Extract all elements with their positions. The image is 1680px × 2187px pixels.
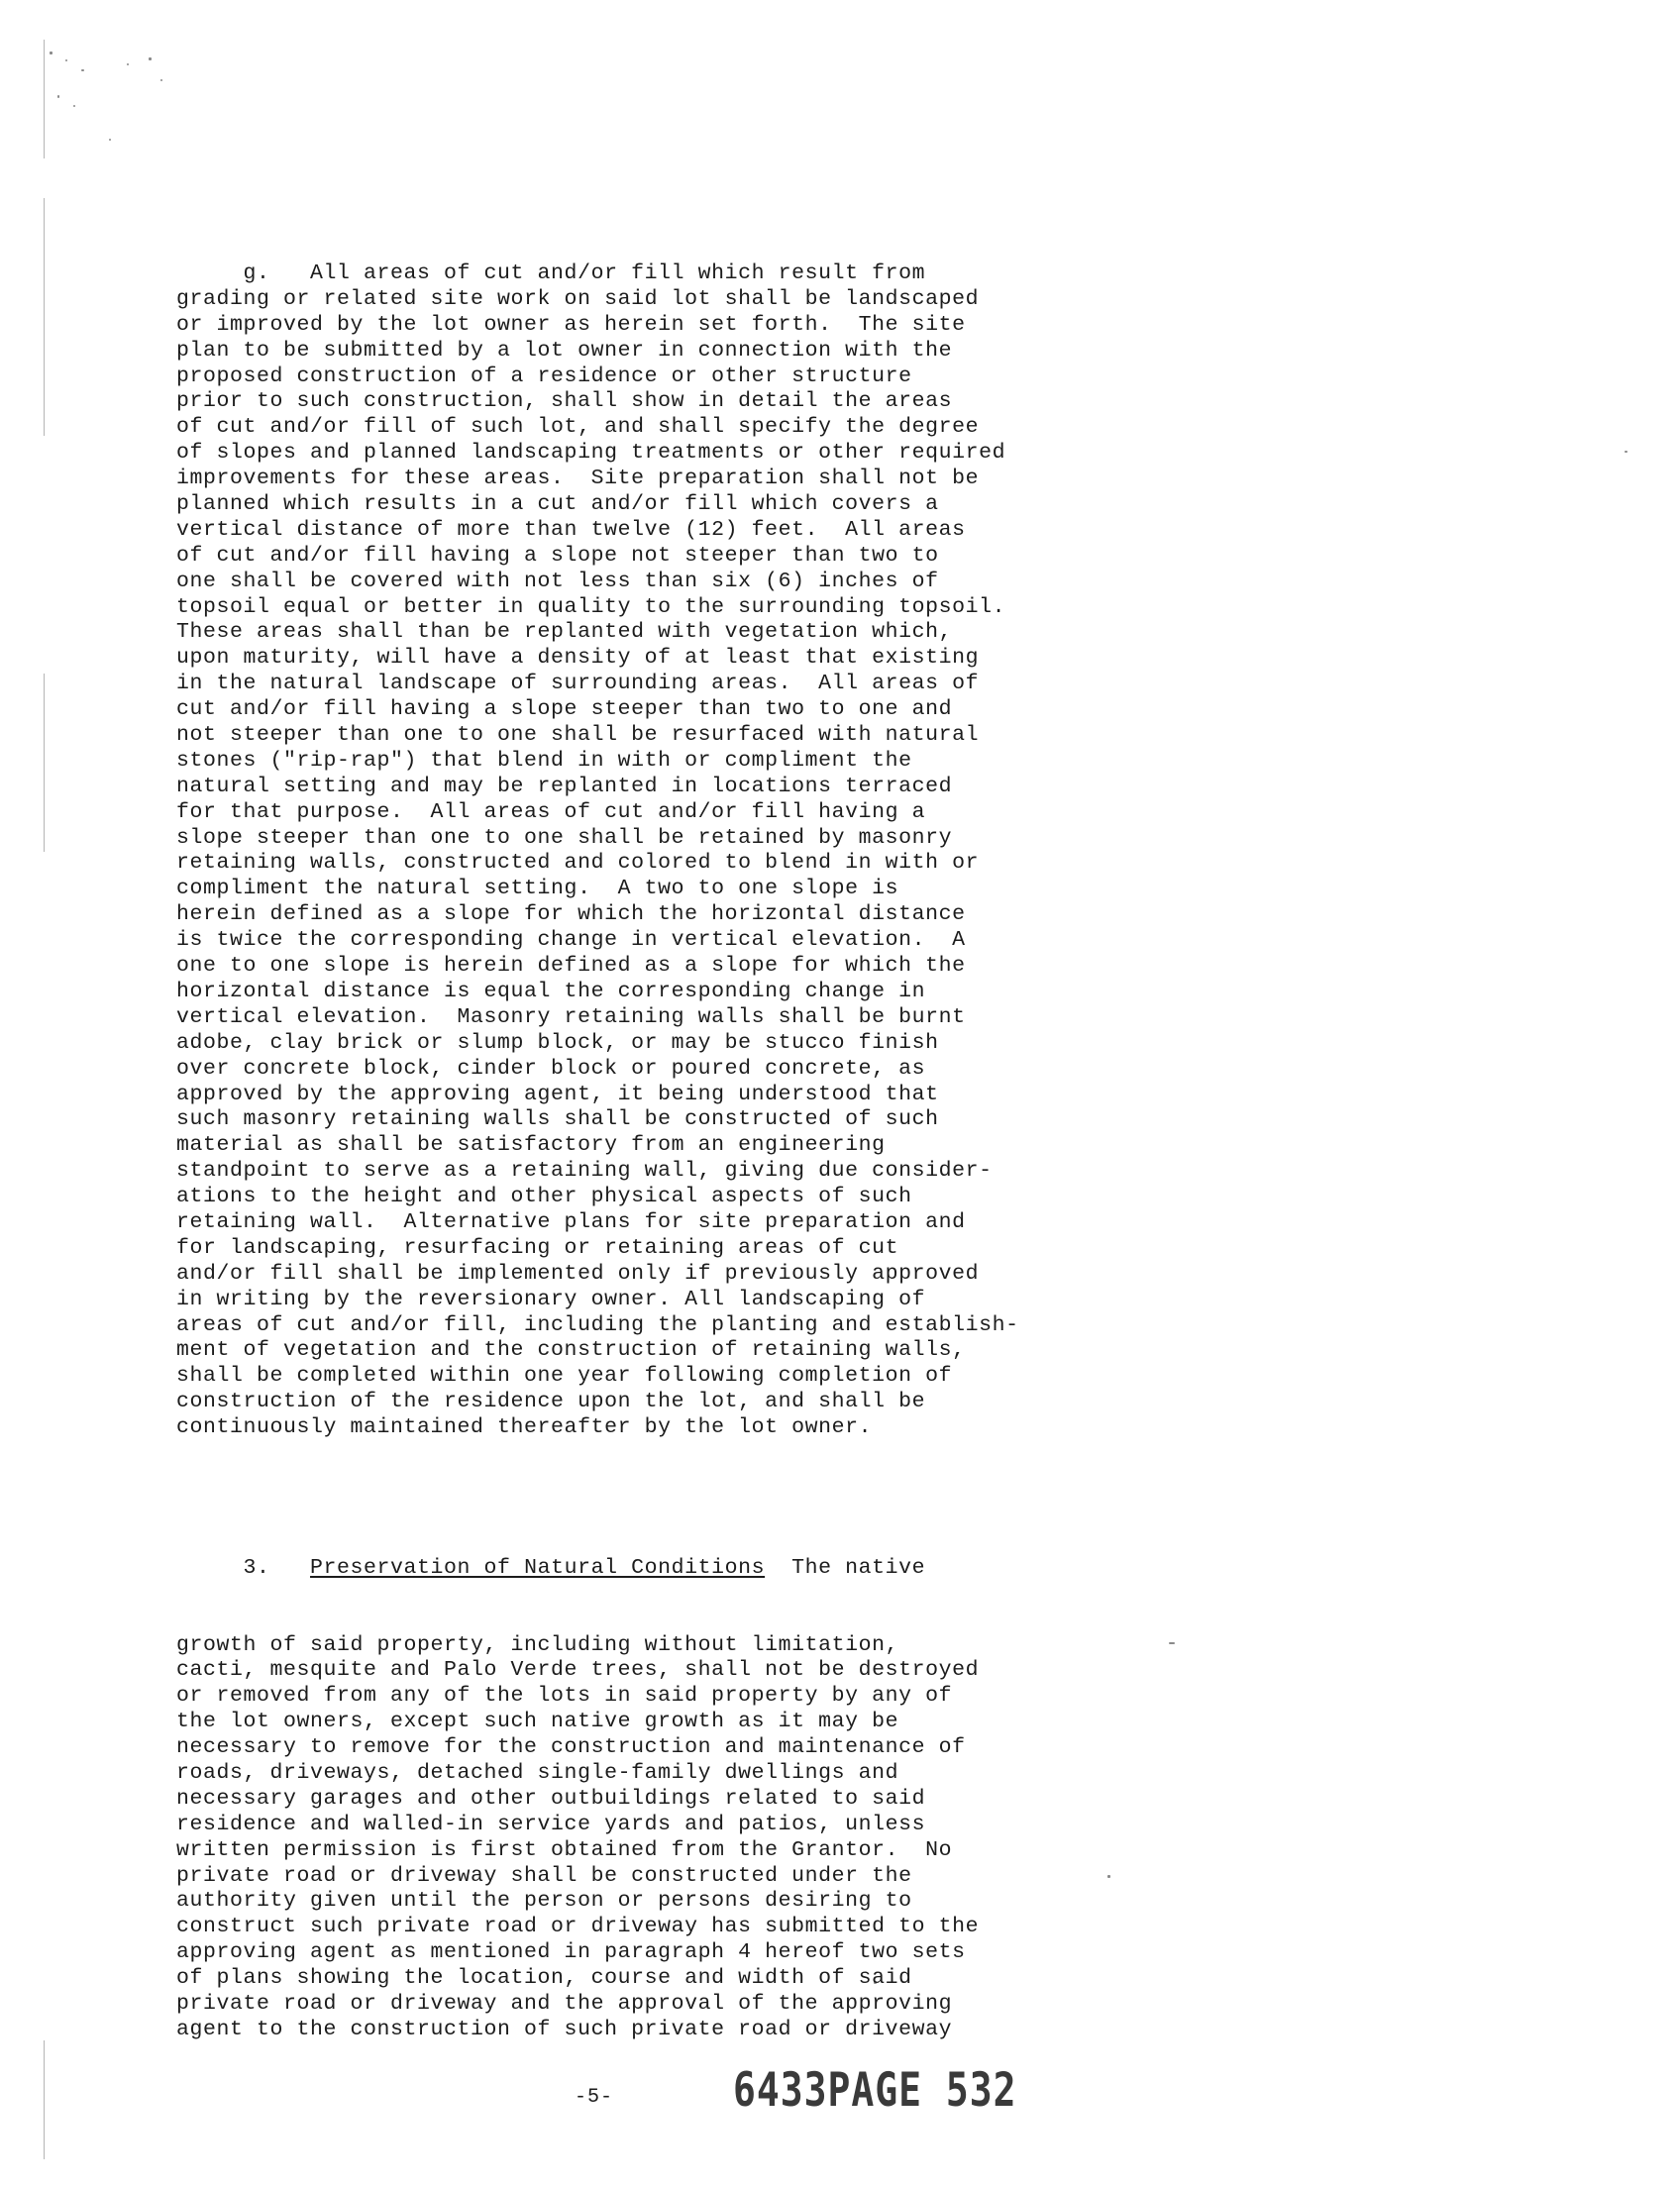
paragraph-g-line: such masonry retaining walls shall be constructed of such: [176, 1107, 939, 1132]
paragraph-g-line: cut and/or fill having a slope steeper than two to one and: [176, 697, 953, 722]
paragraph-g-line: of cut and/or fill having a slope not steeper than two to: [176, 543, 939, 568]
scan-speck: [1625, 451, 1628, 453]
paragraph-g-line: one to one slope is herein defined as a slope for which the: [176, 954, 966, 979]
paragraph-g-line: and/or fill shall be implemented only if previously approved: [176, 1261, 980, 1286]
paragraph-3-number: 3.: [176, 1555, 311, 1580]
paragraph-g-line: areas of cut and/or fill, including the planting and establish-: [176, 1312, 1019, 1337]
scan-speck: [65, 59, 67, 61]
paragraph-g-line: for landscaping, resurfacing or retaining areas of cut: [176, 1235, 899, 1260]
paragraph-3-line: or removed from any of the lots in said property by any of: [176, 1684, 953, 1709]
paragraph-3-line: private road or driveway and the approval of the approving: [176, 1991, 953, 2016]
paragraph-g-line: material as shall be satisfactory from an engineering: [176, 1133, 886, 1158]
paragraph-3-line: private road or driveway shall be constructed under the: [176, 1863, 912, 1888]
paragraph-g-line: plan to be submitted by a lot owner in connection with the: [176, 338, 953, 363]
paragraph-g-line: proposed construction of a residence or other structure: [176, 364, 912, 388]
paragraph-3-line: written permission is first obtained from the Grantor. No: [176, 1837, 953, 1862]
paragraph-g-line: horizontal distance is equal the corresponding change in: [176, 979, 926, 1003]
paragraph-3-line: necessary garages and other outbuildings related to said: [176, 1786, 926, 1811]
scan-edge-mark: [44, 2040, 45, 2159]
paragraph-3-line: necessary to remove for the construction and maintenance of: [176, 1735, 966, 1760]
paragraph-g-line: upon maturity, will have a density of at least that existing: [176, 646, 980, 671]
scan-edge-mark: [44, 40, 45, 158]
paragraph-3-line: cacti, mesquite and Palo Verde trees, shall not be destroyed: [176, 1658, 980, 1683]
section-heading: Preservation of Natural Conditions: [310, 1555, 766, 1580]
paragraph-3-line: the lot owners, except such native growth as it may be: [176, 1710, 899, 1734]
paragraph-g-line: is twice the corresponding change in vertical elevation. A: [176, 928, 966, 953]
paragraph-g-line: planned which results in a cut and/or fill which covers a: [176, 492, 939, 517]
paragraph-g-line: standpoint to serve as a retaining wall, giving due consider-: [176, 1159, 993, 1184]
paragraph-3: [176, 1505, 1167, 2043]
paragraph-3-first-line-text: The native: [765, 1555, 926, 1580]
paragraph-g-line: These areas shall than be replanted with vegetation which,: [176, 620, 953, 645]
paragraph-g-line: of cut and/or fill of such lot, and shall specify the degree: [176, 415, 980, 440]
paragraph-3-line: of plans showing the location, course and width of said: [176, 1966, 912, 1991]
paragraph-g-line: not steeper than one to one shall be resurfaced with natural: [176, 723, 980, 748]
paragraph-g-line: in writing by the reversionary owner. All landscaping of: [176, 1287, 926, 1311]
scan-speck: [73, 105, 75, 107]
paragraph-g-line: approved by the approving agent, it being understood that: [176, 1082, 939, 1106]
paragraph-g-line: improvements for these areas. Site preparation shall not be: [176, 467, 980, 491]
paragraph-g-line: stones ("rip-rap") that blend in with or compliment the: [176, 748, 912, 773]
scan-speck: [160, 79, 162, 81]
paragraph-g-line: for that purpose. All areas of cut and/or fill having a: [176, 799, 926, 824]
paragraph-g-line: retaining walls, constructed and colored to blend in with or: [176, 851, 980, 876]
paragraph-g-line: one shall be covered with not less than six (6) inches of: [176, 569, 939, 593]
page-number: -5-: [575, 2086, 614, 2109]
scan-edge-mark: [44, 674, 45, 852]
paragraph-g-line: ment of vegetation and the construction of retaining walls,: [176, 1338, 966, 1363]
paragraph-g-line: slope steeper than one to one shall be retained by masonry: [176, 825, 953, 850]
paragraph-3-line: growth of said property, including without limitation,: [176, 1632, 899, 1657]
scan-speck: [127, 63, 129, 65]
scan-speck: [81, 69, 84, 71]
paragraph-g-line: ations to the height and other physical aspects of such: [176, 1185, 912, 1209]
paragraph-g-line: g. All areas of cut and/or fill which result from: [176, 261, 926, 285]
paragraph-g-line: grading or related site work on said lot shall be landscaped: [176, 286, 980, 311]
paragraph-3-line: authority given until the person or persons desiring to: [176, 1889, 912, 1914]
scan-edge-mark: [44, 198, 45, 436]
paragraph-g-line: over concrete block, cinder block or poured concrete, as: [176, 1056, 926, 1081]
paragraph-g-line: topsoil equal or better in quality to the surrounding topsoil.: [176, 594, 1006, 619]
paragraph-g-line: retaining wall. Alternative plans for site preparation and: [176, 1209, 966, 1234]
paragraph-g-line: compliment the natural setting. A two to one slope is: [176, 877, 899, 901]
paragraph-3-line: construct such private road or driveway has submitted to the: [176, 1915, 980, 1939]
paragraph-g-line: herein defined as a slope for which the horizontal distance: [176, 902, 966, 927]
scan-speck: [50, 52, 52, 54]
paragraph-g-line: prior to such construction, shall show in detail the areas: [176, 389, 953, 414]
paragraph-3-line: approving agent as mentioned in paragraph 4 hereof two sets: [176, 1940, 966, 1965]
paragraph-g-line: continuously maintained thereafter by the lot owner.: [176, 1415, 873, 1440]
paragraph-g-line: adobe, clay brick or slump block, or may be stucco finish: [176, 1030, 939, 1055]
paragraph-g-line: vertical elevation. Masonry retaining walls shall be burnt: [176, 1004, 966, 1029]
paragraph-g: [176, 261, 1167, 1441]
paragraph-g-line: or improved by the lot owner as herein set forth. The site: [176, 312, 966, 337]
paragraph-3-line: agent to the construction of such private road or driveway: [176, 2017, 953, 2041]
paragraph-3-line: roads, driveways, detached single-family dwellings and: [176, 1760, 899, 1785]
scan-speck: [57, 95, 59, 98]
recording-stamp: 6433PAGE 532: [733, 2062, 1017, 2117]
scan-speck: [109, 139, 111, 141]
paragraph-g-line: vertical distance of more than twelve (12) feet. All areas: [176, 517, 966, 542]
scan-speck: [149, 57, 152, 60]
paragraph-g-line: natural setting and may be replanted in locations terraced: [176, 774, 953, 798]
scan-speck: [1169, 1642, 1175, 1644]
paragraph-3-line: residence and walled-in service yards and patios, unless: [176, 1812, 926, 1836]
paragraph-g-line: in the natural landscape of surrounding areas. All areas of: [176, 672, 980, 696]
paragraph-g-line: of slopes and planned landscaping treatments or other required: [176, 441, 1006, 466]
paragraph-g-line: construction of the residence upon the lot, and shall be: [176, 1390, 926, 1414]
paragraph-3-first-line: [176, 1556, 1167, 1582]
paragraph-g-line: shall be completed within one year following completion of: [176, 1364, 953, 1389]
